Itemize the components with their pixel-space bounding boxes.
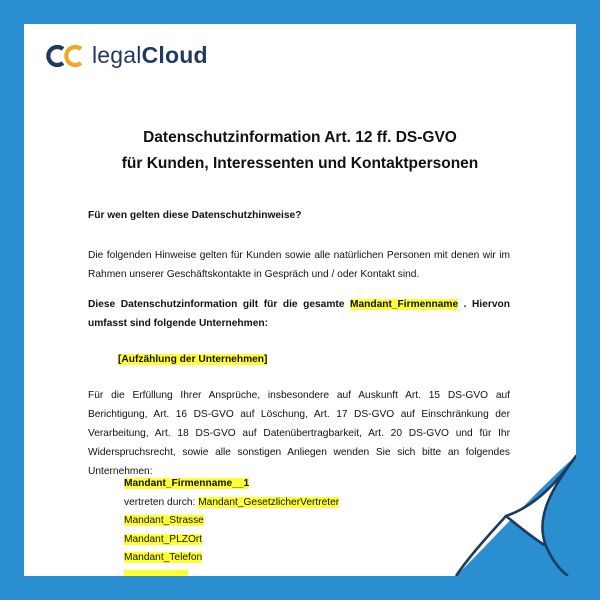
contact-address (124, 475, 339, 576)
title-line-1: Datenschutzinformation Art. 12 ff. DS-GVO (143, 129, 457, 146)
document-title (24, 125, 576, 177)
address-street: Mandant_Strasse (124, 515, 204, 526)
intro-paragraph: Die folgenden Hinweise gelten für Kunden sowie alle natürlichen Personen mit denen wir im Rahmen unserer Geschäftskontakte in Gespräch und / oder Kontakt sind. (88, 250, 510, 280)
section-heading: Für wen gelten diese Datenschutzhinweise? (88, 210, 302, 221)
address-city: Mandant_PLZOrt (124, 533, 203, 545)
address-representative: Mandant_GesetzlicherVertreter (198, 496, 340, 508)
address-phone: Mandant_Telefon (124, 552, 203, 563)
company-placeholder: Mandant_Firmenname (350, 299, 459, 310)
document-page (24, 24, 576, 576)
legalcloud-logo-icon (46, 43, 86, 69)
legalcloud-logo (46, 42, 208, 69)
logo-wordmark: legalCloud (92, 42, 208, 68)
rights-paragraph: Für die Erfüllung Ihrer Ansprüche, insbesondere auf Auskunft Art. 15 DS-GVO auf Berichtigung, Art. 16 DS-GVO auf Löschung, Art. 17 DS-GVO auf Einschränkung der Verarbeitung, Art. 18 DS-GVO auf Datenübertragbarkeit, Art. 20 DS-GVO und für Ihr Widerspruchsrecht, sowie alle sonstigen Anliegen wenden Sie sich bitte an folgendes Unternehmen: (88, 390, 510, 477)
enumeration-placeholder: [Aufzählung der Unternehmen] (118, 354, 268, 365)
scope-paragraph: Diese Datenschutzinformation gilt für die gesamte Mandant_Firmenname . Hiervon umfasst sind folgende Unternehmen: (88, 299, 510, 329)
title-line-2: für Kunden, Interessenten und Kontaktpersonen (121, 155, 479, 172)
page-curl-graphic (426, 426, 576, 576)
address-partial-line (124, 570, 188, 576)
address-company: Mandant_Firmenname__1 (124, 478, 250, 489)
address-represented-label: vertreten durch: (124, 496, 199, 508)
